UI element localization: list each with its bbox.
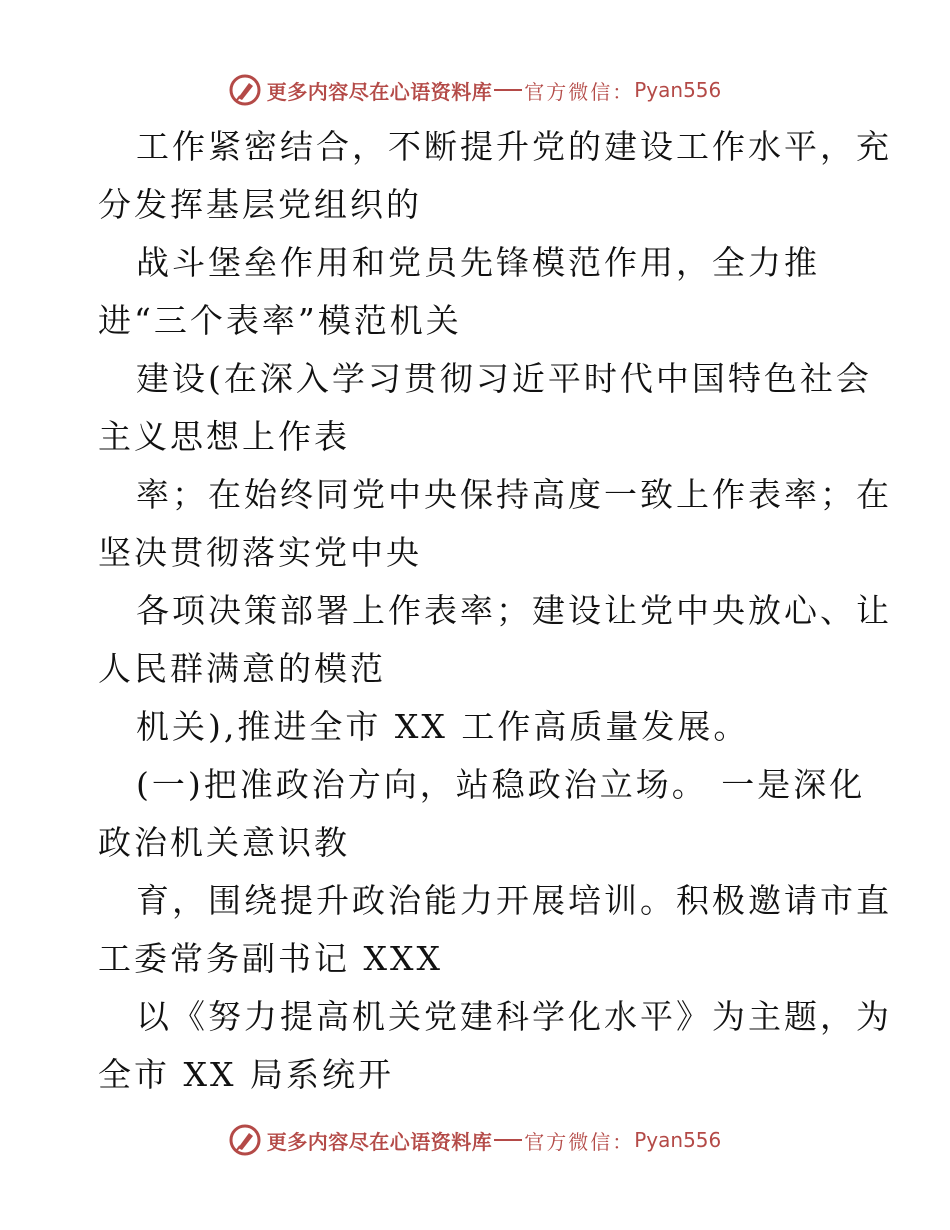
footer-brand-text: 更多内容尽在心语资料库 <box>266 1129 493 1154</box>
body-line: 以《努力提高机关党建科学化水平》为主题，为 <box>136 997 892 1036</box>
body-line: 工作紧密结合，不断提升党的建设工作水平，充 <box>136 127 892 166</box>
document-body <box>98 118 892 1104</box>
quill-logo-icon <box>229 1124 261 1156</box>
body-line: 全市 XX 局系统开 <box>98 1055 394 1094</box>
body-line: 率；在始终同党中央保持高度一致上作表率；在 <box>136 475 892 514</box>
body-line: (一)把准政治方向，站稳政治立场。 一是深化 <box>136 765 866 804</box>
header-wechat-label: 官方微信： <box>524 79 635 104</box>
body-line: 战斗堡垒作用和党员先锋模范作用，全力推 <box>136 243 820 282</box>
body-line: 工委常务副书记 XXX <box>98 939 443 978</box>
body-line: 人民群满意的模范 <box>98 649 386 688</box>
footer-wechat-label: 官方微信： <box>524 1129 635 1154</box>
header-watermark <box>0 70 950 110</box>
footer-dash <box>494 1139 522 1141</box>
body-line: 各项决策部署上作表率；建设让党中央放心、让 <box>136 591 892 630</box>
header-brand-text: 更多内容尽在心语资料库 <box>266 79 493 104</box>
body-line: 育，围绕提升政治能力开展培训。积极邀请市直 <box>136 881 892 920</box>
body-line: 建设(在深入学习贯彻习近平时代中国特色社会 <box>136 359 872 398</box>
body-line: 进“三个表率”模范机关 <box>98 301 462 340</box>
body-line: 分发挥基层党组织的 <box>98 185 422 224</box>
body-line: 政治机关意识教 <box>98 823 350 862</box>
header-dash <box>494 89 522 91</box>
body-line: 坚决贯彻落实党中央 <box>98 533 422 572</box>
footer-watermark <box>0 1120 950 1160</box>
header-wechat-id: Pyan556 <box>634 78 722 102</box>
body-line: 机关),推进全市 XX 工作高质量发展。 <box>136 707 750 746</box>
footer-wechat-id: Pyan556 <box>634 1128 722 1152</box>
quill-logo-icon <box>229 74 261 106</box>
body-line: 主义思想上作表 <box>98 417 350 456</box>
